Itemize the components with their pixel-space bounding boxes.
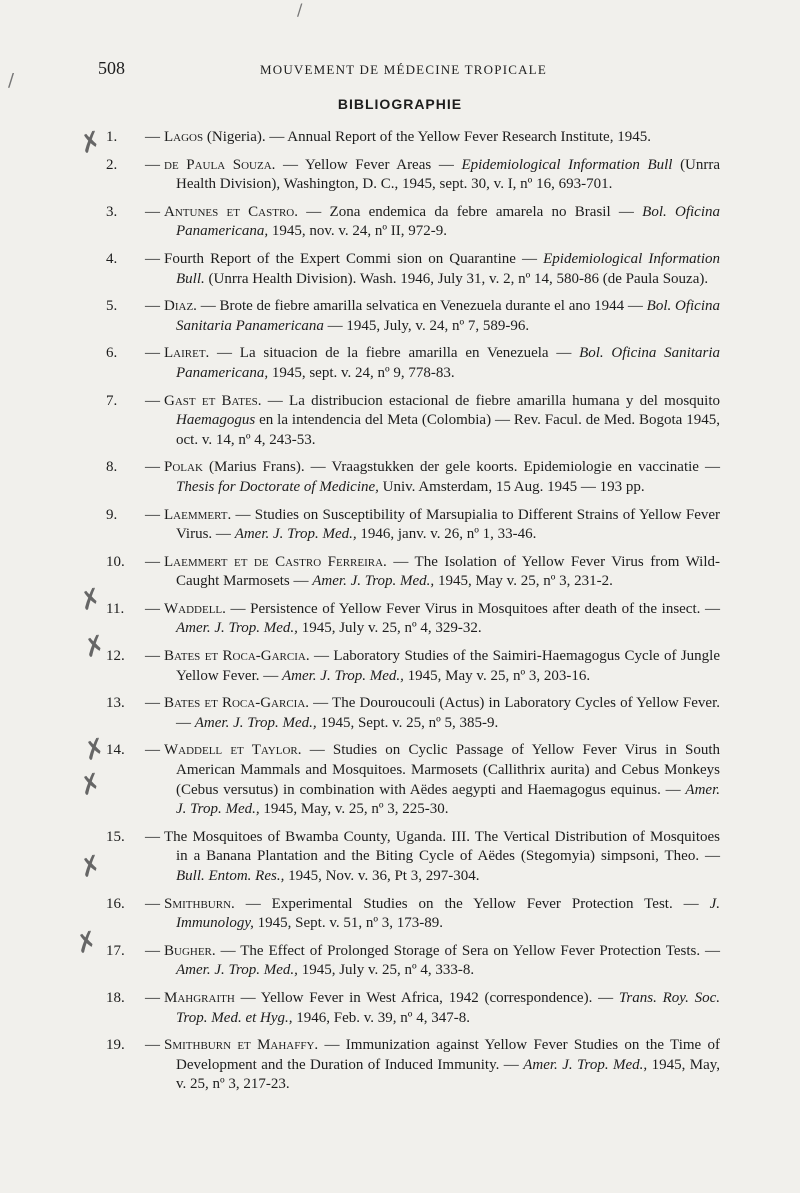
margin-mark-icon: ✗ <box>79 629 110 665</box>
entry-title: — La situacion de la fiebre amarilla en Venezuela — <box>217 345 572 362</box>
entry-publication: Amer. J. Trop. Med., <box>176 781 720 818</box>
entry-title: — Immunization against Yellow Fever Studies on the Time of Development and the Duration of Induced Immunity. — <box>176 1037 720 1073</box>
entry-citation: 1945, Sept. v. 51, nº 3, 173-89. <box>257 915 444 932</box>
entry-publication: Bull. Entom. Res., <box>176 868 285 884</box>
entry-author: de Paula Souza. <box>164 156 276 173</box>
margin-mark-icon: ✗ <box>71 925 102 961</box>
entry-publication: Amer. J. Trop. Med., <box>176 620 298 637</box>
entry-author: Lairet. <box>164 345 210 362</box>
entry-citation: Univ. Amsterdam, 15 Aug. 1945 — 193 pp. <box>382 478 645 495</box>
entry-number: 7. <box>106 392 118 409</box>
entry-author: Diaz. <box>164 298 197 315</box>
entry-text: — Waddell et Taylor. — Studies on Cyclic Passage of Yellow Fever Virus in South American Mammals and Mosquitoes. Marmosets (Callithrix aurita) and Cebus Monkeys (Cebus versutus) in combination with Aëdes aegypti and Haemagogus equinus. — Amer. J. Trop. Med., 1945, May, v. 25, nº 3, 225-30. <box>145 742 721 818</box>
margin-mark-icon: ✗ <box>75 849 106 885</box>
margin-mark-icon: ✗ <box>75 582 106 618</box>
entry-author: Bates et Roca-Garcia. <box>164 648 310 665</box>
entry-text: — Bates et Roca-Garcia. — Laboratory Studies of the Saimiri-Haemagogus Cycle of Jungle Yellow Fever. — Amer. J. Trop. Med., 1945, May v. 25, nº 3, 203-16. <box>145 648 721 684</box>
entry-title: — Studies on Cyclic Passage of Yellow Fever Virus in South American Mammals and Mosquitoes. Marmosets (Callithrix aurita) and Cebus Monkeys (Cebus versutus) in combination with Aëdes aegypti and Haemagogus equinus. — <box>176 742 721 798</box>
stray-mark-icon: / <box>8 70 15 91</box>
entry-author: Smithburn et Mahaffy. <box>164 1037 319 1054</box>
entry-title: — The Effect of Prolonged Storage of Sera on Yellow Fever Protection Tests. — <box>220 942 721 959</box>
bibliography-entry <box>0 297 800 336</box>
entry-number: 16. <box>106 895 125 912</box>
entry-author: Laemmert et de Castro Ferreira. <box>164 553 387 570</box>
entry-number: 1. <box>106 129 118 145</box>
bibliography-list <box>0 128 800 1103</box>
bibliography-entry <box>0 895 800 934</box>
entry-text: — Bugher. — The Effect of Prolonged Storage of Sera on Yellow Fever Protection Tests. — Amer. J. Trop. Med., 1945, July v. 25, nº 4, 333-8. <box>145 942 721 979</box>
entry-author: Antunes et Castro. <box>164 203 298 220</box>
bibliography-entry <box>0 828 800 887</box>
entry-author: Lagos <box>164 129 204 145</box>
entry-title: (Nigeria). — Annual Report of the Yellow Fever Research Institute, 1945. <box>206 129 651 145</box>
entry-title: — Studies on Susceptibility of Marsupialia to Different Strains of Yellow Fever Virus. — <box>176 506 721 543</box>
entry-publication: Trans. Roy. Soc. Trop. Med. et Hyg., <box>176 989 721 1026</box>
entry-author: Bates et Roca-Garcia. <box>164 695 310 712</box>
entry-citation: 1945, Sept. v. 25, nº 5, 385-9. <box>320 714 499 731</box>
bibliography-entry <box>0 250 800 289</box>
entry-number: 17. <box>106 942 125 959</box>
entry-citation: 1945, May v. 25, nº 3, 231-2. <box>437 573 613 590</box>
entry-citation: 1945, July v. 25, nº 4, 329-32. <box>301 620 482 637</box>
entry-text: — Laemmert. — Studies on Susceptibility of Marsupialia to Different Strains of Yellow Fever Virus. — Amer. J. Trop. Med., 1946, janv. v. 26, nº 1, 33-46. <box>145 506 721 543</box>
entry-text: — Lairet. — La situacion de la fiebre amarilla en Venezuela — Bol. Oficina Sanitaria Panamericana, 1945, sept. v. 24, nº 9, 778-83. <box>145 345 720 381</box>
entry-number: 2. <box>106 156 118 173</box>
entry-author: Laemmert. <box>164 506 232 523</box>
bibliography-entry <box>0 741 800 819</box>
entry-title: — La distribucion estacional de fiebre amarilla humana y del mosquito <box>267 392 720 409</box>
entry-author: Mahgraith <box>164 989 235 1006</box>
entry-number: 19. <box>106 1037 125 1054</box>
entry-citation: en la intendencia del Meta (Colombia) — Rev. Facul. de Med. Bogota 1945, oct. v. 14, nº 4, 243-53. <box>176 412 720 448</box>
entry-publication: Amer. J. Trop. Med., <box>194 714 317 731</box>
running-title: MOUVEMENT DE MÉDECINE TROPICALE <box>260 62 547 77</box>
bibliography-entry <box>0 600 800 639</box>
entry-number: 8. <box>106 459 118 476</box>
entry-text: — Smithburn. — Experimental Studies on the Yellow Fever Protection Test. — J. Immunology, 1945, Sept. v. 51, nº 3, 173-89. <box>145 895 721 932</box>
margin-mark-icon: ✗ <box>79 732 110 768</box>
entry-publication: Amer. J. Trop. Med., <box>281 667 404 684</box>
entry-citation: 1945, July v. 25, nº 4, 333-8. <box>301 962 475 979</box>
entry-title: The Mosquitoes of Bwamba County, Uganda. III. The Vertical Distribution of Mosquitoes in a Banana Plantation and the Biting Cycle of Aëdes (Stegomyia) simpsoni, Theo. — <box>164 828 720 865</box>
entry-text: — Waddell. — Persistence of Yellow Fever Virus in Mosquitoes after death of the insect. — Amer. J. Trop. Med., 1945, July v. 25, nº 4, 329-32. <box>145 600 720 637</box>
entry-author: Polak <box>164 459 203 476</box>
entry-number: 14. <box>106 742 125 759</box>
entry-text: — Bates et Roca-Garcia. — The Douroucouli (Actus) in Laboratory Cycles of Yellow Fever. — Amer. J. Trop. Med., 1945, Sept. v. 25, nº 5, 385-9. <box>145 695 721 731</box>
margin-mark-icon: ✗ <box>75 767 106 803</box>
entry-publication: Bol. Oficina Panamericana, <box>176 203 721 240</box>
entry-publication: J. Immunology, <box>176 895 721 932</box>
entry-publication: Epidemiological Information Bull. <box>176 250 721 287</box>
entry-text: — Laemmert et de Castro Ferreira. — The Isolation of Yellow Fever Virus from Wild-Caught Marmosets — Amer. J. Trop. Med., 1945, May v. 25, nº 3, 231-2. <box>145 553 720 590</box>
bibliography-entry <box>0 156 800 195</box>
entry-publication: Bol. Oficina Sanitaria Panamericana <box>176 298 720 334</box>
entry-publication: Thesis for Doctorate of Medicine, <box>176 478 379 495</box>
bibliography-entry <box>0 458 800 497</box>
entry-text: — Polak (Marius Frans). — Vraagstukken der gele koorts. Epidemiologie en vaccinatie — Thesis for Doctorate of Medicine, Univ. Amsterdam, 15 Aug. 1945 — 193 pp. <box>145 459 721 495</box>
bibliography-entry <box>0 344 800 383</box>
entry-number: 5. <box>106 298 118 315</box>
entry-title: — Brote de fiebre amarilla selvatica en Venezuela durante el ano 1944 — <box>200 298 643 315</box>
entry-text: — de Paula Souza. — Yellow Fever Areas — Epidemiological Information Bull (Unrra Health Division), Washington, D. C., 1945, sept. 30, v. I, nº 16, 693-701. <box>145 156 721 193</box>
entry-citation: — 1945, July, v. 24, nº 7, 589-96. <box>327 317 530 334</box>
entry-number: 18. <box>106 989 125 1006</box>
entry-author: Gast et Bates. <box>164 392 262 409</box>
entry-publication: Amer. J. Trop. Med., <box>176 962 298 979</box>
section-heading: BIBLIOGRAPHIE <box>337 96 463 112</box>
entry-author: Smithburn. <box>164 895 235 912</box>
entry-title: — The Isolation of Yellow Fever Virus from Wild-Caught Marmosets — <box>176 553 720 590</box>
page-number: 508 <box>98 58 125 78</box>
entry-number: 13. <box>106 695 125 712</box>
entry-text: — The Mosquitoes of Bwamba County, Uganda. III. The Vertical Distribution of Mosquitoes in a Banana Plantation and the Biting Cycle of Aëdes (Stegomyia) simpsoni, Theo. — Bull. Entom. Res., 1945, Nov. v. 36, Pt 3, 297-304. <box>145 828 720 884</box>
running-header <box>98 58 760 80</box>
entry-citation: 1946, Feb. v. 39, nº 4, 347-8. <box>296 1009 470 1026</box>
entry-citation: (Unrra Health Division). Wash. 1946, July 31, v. 2, nº 14, 580-86 (de Paula Souza). <box>208 270 709 287</box>
bibliography-entry <box>0 1036 800 1095</box>
entry-citation: 1945, May, v. 25, nº 3, 217-23. <box>176 1056 721 1093</box>
bibliography-entry <box>0 694 800 733</box>
bibliography-entry <box>0 942 800 981</box>
entry-number: 10. <box>106 553 125 570</box>
entry-text: — Antunes et Castro. — Zona endemica da febre amarela no Brasil — Bol. Oficina Panamericana, 1945, nov. v. 24, nº II, 972-9. <box>145 203 721 240</box>
entry-number: 4. <box>106 250 118 267</box>
entry-publication: Amer. J. Trop. Med., <box>234 526 357 543</box>
entry-title: — The Douroucouli (Actus) in Laboratory Cycles of Yellow Fever. — <box>176 695 721 731</box>
entry-number: 6. <box>106 345 118 362</box>
entry-title: — Zona endemica da febre amarela no Brasil — <box>306 203 634 220</box>
entry-number: 3. <box>106 203 118 220</box>
entry-author: Bugher. <box>164 942 216 959</box>
bibliography-entry <box>0 647 800 686</box>
entry-text: — Gast et Bates. — La distribucion estacional de fiebre amarilla humana y del mosquito Haemagogus en la intendencia del Meta (Colombia) — Rev. Facul. de Med. Bogota 1945, oct. v. 14, nº 4, 243-53. <box>145 392 720 448</box>
stray-mark-icon: / <box>297 0 303 19</box>
entry-citation: (Unrra Health Division), Washington, D. C., 1945, sept. 30, v. I, nº 16, 693-701. <box>176 156 721 193</box>
entry-number: 9. <box>106 506 118 523</box>
entry-number: 12. <box>106 648 125 665</box>
entry-author: Waddell. <box>164 600 226 617</box>
entry-number: 11. <box>106 600 125 617</box>
entry-publication: Amer. J. Trop. Med., <box>312 573 435 590</box>
entry-title: Fourth Report of the Expert Commi sion on Quarantine — <box>164 250 538 267</box>
entry-text: — Smithburn et Mahaffy. — Immunization against Yellow Fever Studies on the Time of Development and the Duration of Induced Immunity. — Amer. J. Trop. Med., 1945, May, v. 25, nº 3, 217-23. <box>145 1037 721 1093</box>
entry-title: — Experimental Studies on the Yellow Fever Protection Test. — <box>245 895 699 912</box>
bibliography-entry <box>0 506 800 545</box>
bibliography-entry <box>0 989 800 1028</box>
entry-citation: 1945, May v. 25, nº 3, 203-16. <box>407 667 591 684</box>
entry-publication: Amer. J. Trop. Med., <box>523 1056 648 1073</box>
entry-title: — Persistence of Yellow Fever Virus in Mosquitoes after death of the insect. — <box>230 600 720 617</box>
entry-title: (Marius Frans). — Vraagstukken der gele koorts. Epidemiologie en vaccinatie — <box>208 459 721 476</box>
entry-citation: 1945, Nov. v. 36, Pt 3, 297-304. <box>288 868 480 884</box>
margin-mark-icon: ✗ <box>75 125 106 161</box>
entry-text: — Lagos (Nigeria). — Annual Report of the Yellow Fever Research Institute, 1945. <box>145 129 651 145</box>
bibliography-entry <box>0 203 800 242</box>
entry-title: — Yellow Fever in West Africa, 1942 (correspondence). — <box>240 989 614 1006</box>
entry-text: — Mahgraith — Yellow Fever in West Africa, 1942 (correspondence). — Trans. Roy. Soc. Trop. Med. et Hyg., 1946, Feb. v. 39, nº 4, 347-8. <box>145 989 721 1026</box>
bibliography-entry <box>0 392 800 451</box>
entry-number: 15. <box>106 828 125 845</box>
entry-text: — Fourth Report of the Expert Commi sion on Quarantine — Epidemiological Information Bull. (Unrra Health Division). Wash. 1946, July 31, v. 2, nº 14, 580-86 (de Paula Souza). <box>145 250 721 287</box>
entry-publication: Haemagogus <box>176 412 256 429</box>
entry-author: Waddell et Taylor. <box>164 742 302 759</box>
bibliography-entry <box>0 128 800 148</box>
entry-publication: Epidemiological Information Bull <box>461 156 673 173</box>
bibliography-entry <box>0 553 800 592</box>
entry-citation: 1946, janv. v. 26, nº 1, 33-46. <box>360 526 537 543</box>
entry-publication: Bol. Oficina Sanitaria Panamericana, <box>176 345 720 381</box>
entry-title: — Laboratory Studies of the Saimiri-Haemagogus Cycle of Jungle Yellow Fever. — <box>176 648 721 684</box>
entry-title: — Yellow Fever Areas — <box>283 156 454 173</box>
entry-citation: 1945, sept. v. 24, nº 9, 778-83. <box>271 364 455 381</box>
entry-citation: 1945, May, v. 25, nº 3, 225-30. <box>263 801 449 818</box>
entry-text: — Diaz. — Brote de fiebre amarilla selvatica en Venezuela durante el ano 1944 — Bol. Oficina Sanitaria Panamericana — 1945, July, v. 24, nº 7, 589-96. <box>145 298 720 334</box>
entry-citation: 1945, nov. v. 24, nº II, 972-9. <box>271 223 448 240</box>
